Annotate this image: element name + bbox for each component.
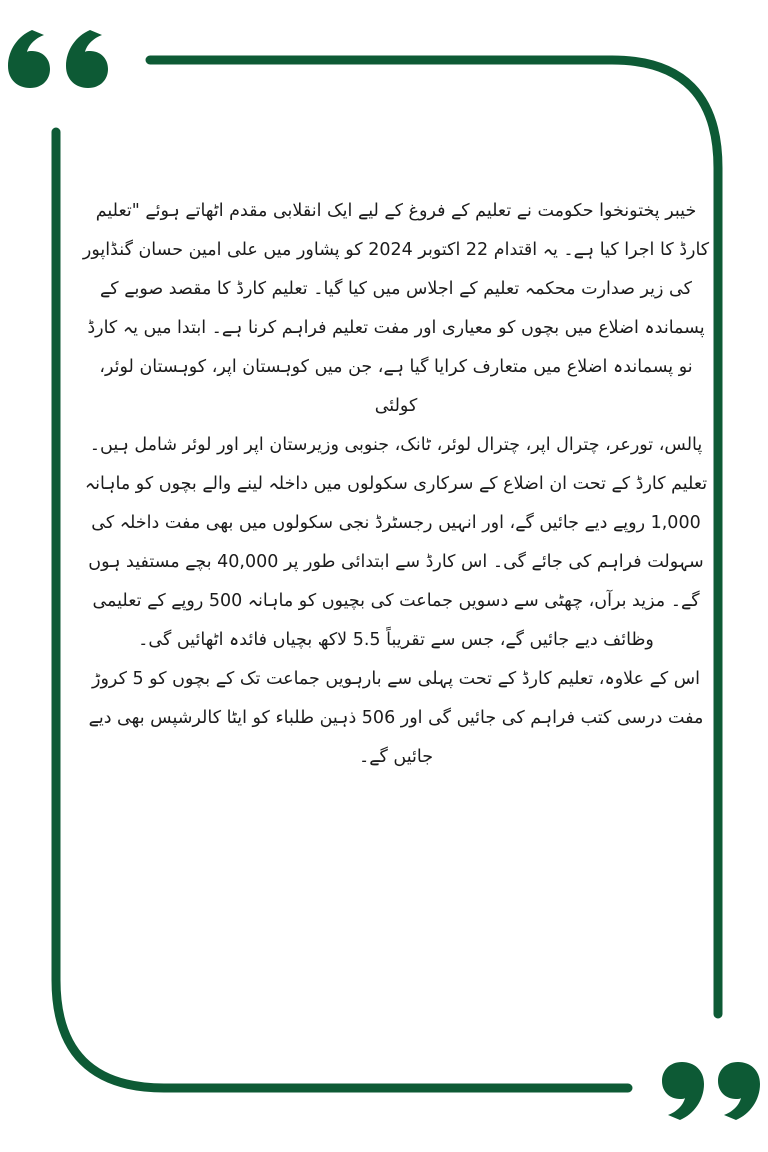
opening-double-quote-icon — [4, 22, 114, 94]
article-body — [80, 192, 712, 777]
closing-double-quote-icon — [660, 1058, 764, 1128]
article-paragraph: اس کے علاوہ، تعلیم کارڈ کے تحت پہلی سے بارہویں جماعت تک کے بچوں کو 5 کروڑ مفت درسی کتب فراہم کی جائیں گی اور 506 ذہین طلباء کو ایٹا کالرشپس بھی دیے جائیں گے۔ — [88, 669, 704, 767]
article-paragraph: پالس، تورعر، چترال اپر، چترال لوئر، ٹانک، جنوبی وزیرستان اپر اور لوئر شامل ہیں۔ تعلیم کارڈ کے تحت ان اضلاع کے سرکاری سکولوں میں داخلہ لینے والے بچوں کو ماہانہ 1,000 روپے دیے جائیں گے، اور انہیں رجسٹرڈ نجی سکولوں میں بھی مفت داخلہ کی سہولت فراہم کی جائے گی۔ اس کارڈ سے ابتدائی طور پر 40,000 بچے مستفید ہوں گے۔ مزید برآں، چھٹی سے دسویں جماعت کی بچیوں کو ماہانہ 500 روپے کے تعلیمی وظائف دیے جائیں گے، جس سے تقریباً 5.5 لاکھ بچیاں فائدہ اٹھائیں گی۔ — [84, 435, 708, 650]
article-paragraph: خیبر پختونخوا حکومت نے تعلیم کے فروغ کے لیے ایک انقلابی مقدم اٹھاتے ہوئے "تعلیم کارڈ کا اجرا کیا ہے۔ یہ اقتدام 22 اکتوبر 2024 کو پشاور میں علی امین حسان گنڈاپور کی زیر صدارت محکمہ تعلیم کے اجلاس میں کیا گیا۔ تعلیم کارڈ کا مقصد صوبے کے پسماندہ اضلاع میں بچوں کو معیاری اور مفت تعلیم فراہم کرنا ہے۔ ابتدا میں یہ کارڈ نو پسماندہ اضلاع میں متعارف کرایا گیا ہے، جن میں کوہستان اپر، کوہستان لوئر، کولئی — [82, 201, 710, 416]
